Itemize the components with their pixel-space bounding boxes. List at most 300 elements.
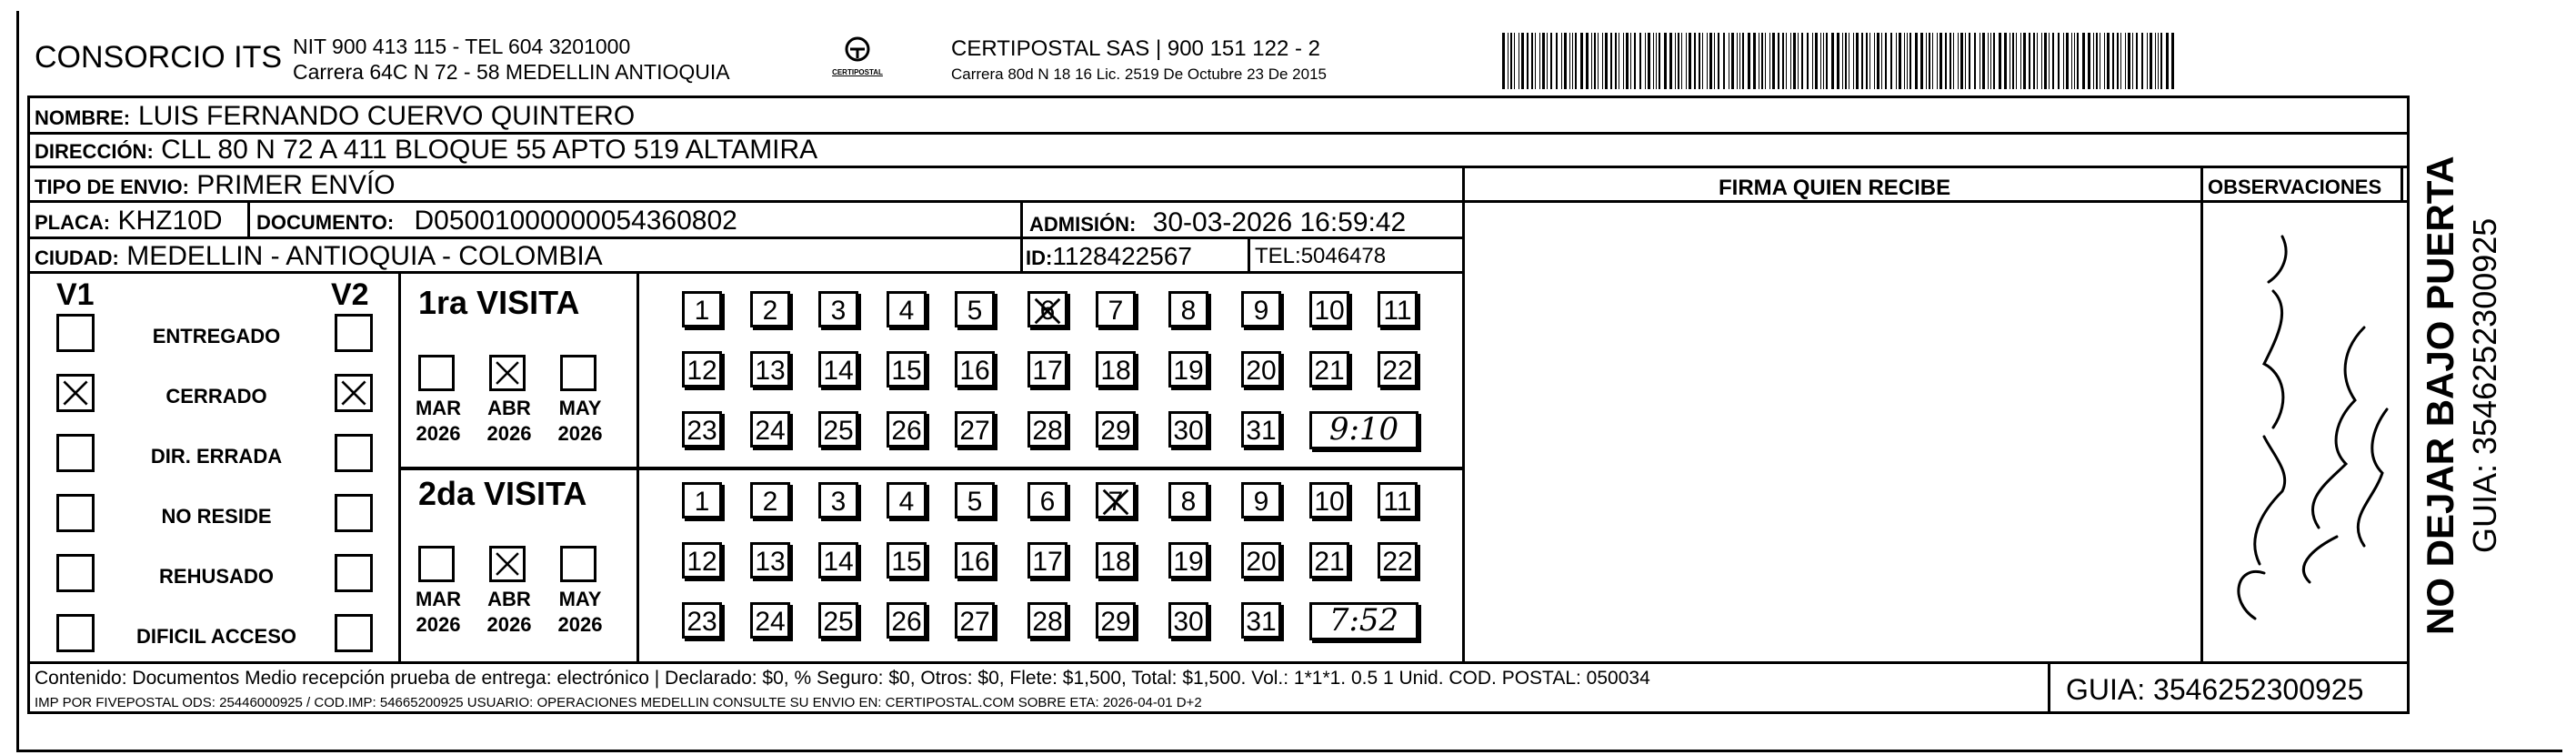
v2-checkbox-5[interactable]	[335, 614, 373, 652]
barcode-bar	[2004, 33, 2007, 89]
day-box[interactable]	[750, 351, 790, 388]
check-mark-icon	[492, 357, 523, 388]
day-box[interactable]	[1241, 351, 1281, 388]
barcode-bar	[1885, 33, 1887, 89]
barcode-bar	[1656, 33, 1657, 89]
barcode-bar	[1510, 33, 1512, 89]
day-box[interactable]	[1378, 351, 1418, 388]
barcode-bar	[1965, 33, 1966, 89]
day-number: 28	[1032, 607, 1063, 637]
barcode-bar	[1842, 33, 1843, 89]
day-number: 17	[1032, 356, 1063, 386]
barcode-bar	[2112, 33, 2114, 89]
day-box[interactable]	[955, 482, 995, 518]
barcode-bar	[1853, 33, 1854, 89]
placa-value: KHZ10D	[117, 206, 223, 236]
day-number: 11	[1383, 296, 1412, 326]
day-number: 4	[898, 296, 915, 326]
barcode-bar	[2155, 33, 2156, 89]
barcode-bar	[1869, 33, 1870, 89]
day-box[interactable]	[818, 291, 858, 327]
company-address: Carrera 64C N 72 - 58 MEDELLIN ANTIOQUIA	[293, 60, 730, 84]
barcode-bar	[1929, 33, 1930, 89]
barcode-bar	[1786, 33, 1787, 89]
barcode-bar	[1626, 33, 1629, 89]
barcode-bar	[1718, 33, 1719, 89]
day-box[interactable]	[887, 291, 927, 327]
barcode-bar	[2093, 33, 2094, 89]
barcode-bar	[2147, 33, 2148, 89]
firma-label: FIRMA QUIEN RECIBE	[1719, 176, 1951, 200]
barcode-bar	[1572, 33, 1573, 89]
visit-time-box[interactable]	[1309, 602, 1418, 640]
barcode-bar	[1569, 33, 1570, 89]
barcode-bar	[1798, 33, 1799, 89]
footer-print-info: IMP POR FIVEPOSTAL ODS: 25446000925 / COD.IMP: 54665200925 USUARIO: OPERACIONES MEDELLIN CONSULTE SU ENVIO EN: CERTIPOSTAL.COM SOBRE ETA: 2026-04-01 D+2	[35, 695, 1202, 710]
barcode-bar	[1514, 33, 1515, 89]
month-checkbox-may[interactable]	[560, 546, 596, 582]
day-box[interactable]	[1168, 291, 1208, 327]
day-box[interactable]	[955, 411, 995, 448]
visit-time-box[interactable]	[1309, 411, 1418, 449]
day-box[interactable]	[1241, 602, 1281, 639]
v2-checkbox-4[interactable]	[335, 554, 373, 592]
barcode-bar	[1915, 33, 1918, 89]
barcode-bar	[1502, 33, 1505, 89]
day-box[interactable]	[1027, 482, 1067, 518]
status-option-label: ENTREGADO	[152, 325, 281, 347]
barcode-bar	[1969, 33, 1970, 89]
barcode-bar	[1575, 33, 1577, 89]
barcode-bar	[1748, 33, 1750, 89]
v1-checkbox-5[interactable]	[56, 614, 95, 652]
barcode-bar	[2136, 33, 2138, 89]
day-number: 22	[1382, 356, 1413, 386]
barcode-bar	[1610, 33, 1612, 89]
visit-time: 7:52	[1328, 602, 1399, 639]
day-number: 2	[762, 296, 778, 326]
side-warning: NO DEJAR BAJO PUERTA	[2419, 156, 2461, 635]
day-number: 23	[687, 416, 717, 446]
barcode-bar	[1769, 33, 1770, 89]
day-number: 5	[967, 296, 983, 326]
day-number: 20	[1246, 356, 1277, 386]
tel-value: 5046478	[1300, 244, 1387, 268]
tel-label: TEL:	[1255, 244, 1301, 268]
check-mark-icon	[492, 549, 523, 579]
certipostal-logo-icon	[839, 35, 876, 64]
year-label: 2026	[486, 613, 532, 636]
barcode-bar	[1988, 33, 1989, 89]
barcode-bar	[1508, 33, 1509, 89]
day-box[interactable]	[1241, 482, 1281, 518]
day-box[interactable]	[682, 542, 722, 579]
barcode-bar	[1602, 33, 1603, 89]
month-label: MAR	[415, 397, 462, 419]
day-number: 12	[687, 547, 717, 577]
barcode-bar	[1820, 33, 1821, 89]
day-number: 19	[1173, 547, 1204, 577]
day-number: 28	[1032, 416, 1063, 446]
day-number: 24	[755, 607, 786, 637]
barcode-bar	[1639, 33, 1641, 89]
barcode-bar	[1896, 33, 1897, 89]
barcode-bar	[1547, 33, 1548, 89]
barcode-bar	[1958, 33, 1959, 89]
barcode-bar	[1669, 33, 1672, 89]
day-box[interactable]	[887, 482, 927, 518]
day-box[interactable]	[750, 411, 790, 448]
day-number: 3	[830, 487, 847, 517]
barcode-bar	[1874, 33, 1875, 89]
barcode-bar	[1648, 33, 1650, 89]
month-label: ABR	[487, 397, 531, 419]
day-box[interactable]	[1168, 602, 1208, 639]
barcode-bar	[1782, 33, 1784, 89]
placa-label: PLACA:	[35, 211, 111, 234]
barcode-bar	[1586, 33, 1589, 89]
barcode-bar	[1990, 33, 1991, 89]
barcode-bar	[1550, 33, 1552, 89]
status-option-label: DIR. ERRADA	[150, 445, 283, 468]
day-number: 18	[1100, 547, 1131, 577]
day-box[interactable]	[955, 291, 995, 327]
barcode-bar	[1531, 33, 1533, 89]
day-box[interactable]	[1168, 482, 1208, 518]
day-box[interactable]	[1309, 542, 1349, 579]
day-number: 23	[687, 607, 717, 637]
day-box[interactable]	[1027, 291, 1067, 327]
observaciones-label: OBSERVACIONES	[2208, 176, 2382, 198]
barcode-bar	[2023, 33, 2026, 89]
barcode	[1502, 33, 2180, 89]
day-box[interactable]	[818, 482, 858, 518]
v2-checkbox-1[interactable]	[335, 374, 373, 412]
barcode-bar	[1823, 33, 1824, 89]
barcode-bar	[1881, 33, 1882, 89]
day-box[interactable]	[682, 351, 722, 388]
barcode-bar	[1826, 33, 1828, 89]
day-box[interactable]	[750, 482, 790, 518]
status-option-label: NO RESIDE	[161, 505, 272, 528]
day-number: 6	[1039, 296, 1056, 326]
barcode-bar	[2150, 33, 2152, 89]
barcode-bar	[2044, 33, 2047, 89]
day-box[interactable]	[818, 542, 858, 579]
barcode-bar	[1630, 33, 1631, 89]
visit-time: 9:10	[1328, 411, 1399, 448]
day-number: 11	[1383, 487, 1412, 517]
day-box[interactable]	[750, 291, 790, 327]
barcode-bar	[1940, 33, 1942, 89]
barcode-bar	[2071, 33, 2072, 89]
barcode-bar	[1659, 33, 1660, 89]
day-box[interactable]	[1027, 351, 1067, 388]
barcode-bar	[1686, 33, 1687, 89]
tipo-value: PRIMER ENVÍO	[196, 170, 396, 200]
barcode-bar	[1564, 33, 1567, 89]
barcode-bar	[1591, 33, 1592, 89]
year-label: 2026	[557, 422, 603, 445]
year-label: 2026	[416, 613, 461, 636]
firma-divider	[1462, 166, 1465, 661]
barcode-bar	[2132, 33, 2133, 89]
barcode-bar	[2096, 33, 2098, 89]
v1-checkbox-0[interactable]	[56, 314, 95, 352]
day-box[interactable]	[682, 602, 722, 639]
day-box[interactable]	[818, 602, 858, 639]
status-option-label: DIFICIL ACCESO	[135, 625, 296, 648]
day-number: 20	[1246, 547, 1277, 577]
barcode-bar	[2088, 33, 2090, 89]
logo-text: CERTIPOSTAL	[832, 68, 883, 76]
barcode-bar	[2074, 33, 2075, 89]
day-box[interactable]	[1027, 602, 1067, 639]
barcode-bar	[1778, 33, 1779, 89]
barcode-bar	[1623, 33, 1624, 89]
day-box[interactable]	[955, 542, 995, 579]
status-option-label: CERRADO	[165, 385, 267, 408]
barcode-bar	[1993, 33, 1995, 89]
day-number: 27	[959, 416, 990, 446]
certipostal-line2: Carrera 80d N 18 16 Lic. 2519 De Octubre 23 De 2015	[951, 65, 1327, 83]
barcode-bar	[1812, 33, 1813, 89]
day-number: 2	[762, 487, 778, 517]
barcode-bar	[1926, 33, 1927, 89]
nombre-value: LUIS FERNANDO CUERVO QUINTERO	[138, 101, 636, 131]
day-number: 4	[898, 487, 915, 517]
barcode-bar	[1877, 33, 1879, 89]
day-box[interactable]	[750, 602, 790, 639]
check-mark-icon	[59, 377, 92, 409]
v2-label: V2	[331, 277, 369, 312]
day-box[interactable]	[1168, 542, 1208, 579]
barcode-bar	[1737, 33, 1738, 89]
day-number: 1	[694, 487, 710, 517]
barcode-bar	[1753, 33, 1756, 89]
day-number: 26	[891, 416, 922, 446]
month-label: MAR	[415, 588, 462, 610]
day-number: 9	[1253, 296, 1269, 326]
barcode-bar	[2104, 33, 2105, 89]
day-box[interactable]	[1378, 291, 1418, 327]
barcode-bar	[1950, 33, 1951, 89]
day-box[interactable]	[682, 482, 722, 518]
barcode-bar	[1974, 33, 1976, 89]
barcode-bar	[2016, 33, 2017, 89]
day-number: 29	[1100, 607, 1131, 637]
barcode-bar	[1890, 33, 1892, 89]
barcode-bar	[1765, 33, 1766, 89]
day-box[interactable]	[1027, 542, 1067, 579]
day-number: 16	[959, 356, 990, 386]
day-number: 1	[694, 296, 710, 326]
v1-checkbox-4[interactable]	[56, 554, 95, 592]
direccion-value: CLL 80 N 72 A 411 BLOQUE 55 APTO 519 ALTAMIRA	[161, 135, 818, 165]
day-number: 30	[1173, 607, 1204, 637]
barcode-bar	[2117, 33, 2119, 89]
barcode-bar	[1904, 33, 1905, 89]
company-nit: NIT 900 413 115 - TEL 604 3201000	[293, 35, 631, 58]
barcode-bar	[1561, 33, 1562, 89]
barcode-bar	[1739, 33, 1740, 89]
v2-checkbox-2[interactable]	[335, 434, 373, 472]
barcode-bar	[2037, 33, 2038, 89]
check-mark-icon	[337, 377, 370, 409]
day-box[interactable]	[818, 411, 858, 448]
barcode-bar	[2141, 33, 2143, 89]
day-box[interactable]	[887, 542, 927, 579]
barcode-bar	[2066, 33, 2069, 89]
day-box[interactable]	[1378, 482, 1418, 518]
barcode-bar	[1856, 33, 1859, 89]
month-checkbox-mar[interactable]	[418, 546, 455, 582]
day-number: 8	[1180, 296, 1197, 326]
id-label: ID:	[1026, 247, 1053, 269]
day-number: 9	[1253, 487, 1269, 517]
day-box[interactable]	[682, 411, 722, 448]
month-checkbox-may[interactable]	[560, 355, 596, 391]
day-box[interactable]	[682, 291, 722, 327]
barcode-bar	[1702, 33, 1703, 89]
company-name: CONSORCIO ITS	[35, 40, 283, 75]
day-number: 13	[755, 356, 786, 386]
barcode-bar	[1731, 33, 1734, 89]
handwritten-observation-scribble	[2210, 218, 2391, 655]
barcode-bar	[1707, 33, 1708, 89]
barcode-bar	[1899, 33, 1901, 89]
barcode-bar	[1694, 33, 1696, 89]
day-number: 12	[687, 356, 717, 386]
day-box[interactable]	[1096, 542, 1136, 579]
day-box[interactable]	[1027, 411, 1067, 448]
day-number: 17	[1032, 547, 1063, 577]
day-box[interactable]	[750, 542, 790, 579]
v1-label: V1	[56, 277, 95, 312]
barcode-bar	[2107, 33, 2110, 89]
day-number: 30	[1173, 416, 1204, 446]
v1-checkbox-1[interactable]	[56, 374, 95, 412]
barcode-bar	[1866, 33, 1868, 89]
barcode-bar	[1837, 33, 1839, 89]
day-box[interactable]	[1096, 411, 1136, 448]
day-box[interactable]	[887, 602, 927, 639]
year-label: 2026	[416, 422, 461, 445]
barcode-bar	[1580, 33, 1583, 89]
day-number: 27	[959, 607, 990, 637]
day-box[interactable]	[955, 602, 995, 639]
day-box[interactable]	[1241, 411, 1281, 448]
month-checkbox-abr[interactable]	[489, 355, 526, 391]
barcode-bar	[1709, 33, 1712, 89]
barcode-bar	[2058, 33, 2060, 89]
tipo-label: TIPO DE ENVIO:	[35, 176, 189, 198]
barcode-bar	[2160, 33, 2162, 89]
v1-checkbox-2[interactable]	[56, 434, 95, 472]
v2-checkbox-0[interactable]	[335, 314, 373, 352]
day-box[interactable]	[1309, 351, 1349, 388]
month-checkbox-mar[interactable]	[418, 355, 455, 391]
day-box[interactable]	[1168, 411, 1208, 448]
v1-checkbox-3[interactable]	[56, 494, 95, 532]
day-number: 31	[1246, 416, 1277, 446]
barcode-bar	[1539, 33, 1540, 89]
day-number: 16	[959, 547, 990, 577]
barcode-bar	[1945, 33, 1947, 89]
barcode-bar	[1937, 33, 1938, 89]
direccion-label: DIRECCIÓN:	[35, 140, 154, 163]
day-box[interactable]	[1241, 542, 1281, 579]
day-box[interactable]	[818, 351, 858, 388]
day-box[interactable]	[1096, 291, 1136, 327]
barcode-bar	[1793, 33, 1796, 89]
barcode-bar	[2077, 33, 2079, 89]
barcode-bar	[1615, 33, 1617, 89]
visit-title: 1ra VISITA	[418, 284, 580, 321]
v2-checkbox-3[interactable]	[335, 494, 373, 532]
check-mark-icon	[1030, 294, 1065, 328]
barcode-bar	[2158, 33, 2159, 89]
day-box[interactable]	[887, 411, 927, 448]
day-box[interactable]	[955, 351, 995, 388]
day-box[interactable]	[1309, 291, 1349, 327]
day-number: 26	[891, 607, 922, 637]
barcode-bar	[1790, 33, 1791, 89]
day-box[interactable]	[1168, 351, 1208, 388]
barcode-bar	[2029, 33, 2030, 89]
day-box[interactable]	[1096, 602, 1136, 639]
documento-label: DOCUMENTO:	[256, 211, 395, 234]
barcode-bar	[1982, 33, 1985, 89]
barcode-bar	[1714, 33, 1715, 89]
day-number: 5	[967, 487, 983, 517]
day-number: 22	[1382, 547, 1413, 577]
barcode-bar	[1723, 33, 1725, 89]
day-number: 25	[823, 607, 854, 637]
day-number: 14	[823, 547, 854, 577]
day-box[interactable]	[1309, 482, 1349, 518]
month-checkbox-abr[interactable]	[489, 546, 526, 582]
day-box[interactable]	[1096, 351, 1136, 388]
documento-value: D05001000000054360802	[414, 206, 737, 236]
barcode-bar	[1653, 33, 1654, 89]
day-box[interactable]	[887, 351, 927, 388]
certipostal-logo	[832, 35, 883, 86]
barcode-bar	[2120, 33, 2121, 89]
year-label: 2026	[486, 422, 532, 445]
barcode-bar	[2012, 33, 2014, 89]
barcode-bar	[2049, 33, 2050, 89]
barcode-bar	[1521, 33, 1524, 89]
day-number: 13	[755, 547, 786, 577]
day-number: 14	[823, 356, 854, 386]
barcode-bar	[2171, 33, 2174, 89]
barcode-bar	[1999, 33, 2001, 89]
barcode-bar	[1678, 33, 1679, 89]
day-box[interactable]	[1241, 291, 1281, 327]
visit-title: 2da VISITA	[418, 475, 587, 512]
day-number: 15	[891, 356, 922, 386]
certipostal-line1: CERTIPOSTAL SAS | 900 151 122 - 2	[951, 36, 1320, 61]
barcode-bar	[1605, 33, 1608, 89]
admision-value: 30-03-2026 16:59:42	[1152, 207, 1407, 237]
barcode-bar	[1861, 33, 1863, 89]
barcode-bar	[1761, 33, 1763, 89]
barcode-bar	[1960, 33, 1963, 89]
day-box[interactable]	[1378, 542, 1418, 579]
day-box[interactable]	[1096, 482, 1136, 518]
barcode-bar	[2041, 33, 2042, 89]
